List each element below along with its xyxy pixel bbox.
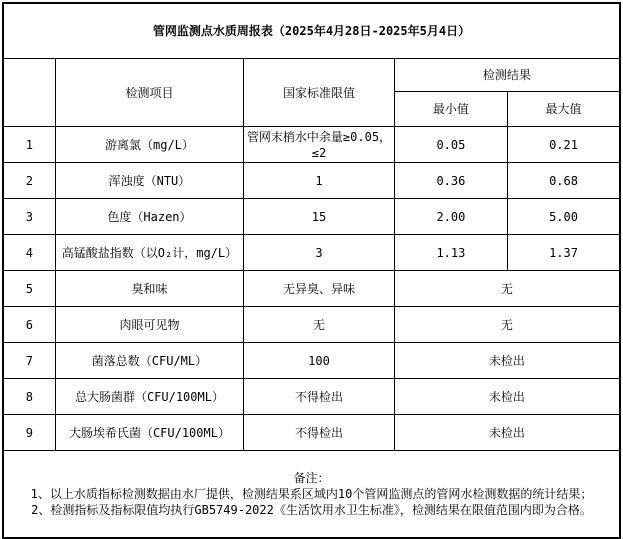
table-row	[3, 271, 620, 307]
header-row-1	[3, 59, 620, 92]
header-item-cell: 检测项目	[55, 59, 244, 127]
table-row	[3, 343, 620, 379]
max-value-cell: 1.37	[508, 235, 620, 271]
result-cell: 未检出	[394, 415, 620, 451]
standard-cell: 100	[244, 343, 394, 379]
note-line-2: 2、检测指标及指标限值均执行GB5749-2022《生活饮用水卫生标准》，检测结果在限值范围内即为合格。	[31, 503, 592, 517]
item-cell: 肉眼可见物	[55, 307, 244, 343]
row-number-cell: 3	[3, 199, 55, 235]
item-cell: 菌落总数（CFU/ML）	[55, 343, 244, 379]
header-index-cell	[3, 59, 55, 127]
result-cell: 未检出	[394, 343, 620, 379]
table-row	[3, 235, 620, 271]
table-row	[3, 199, 620, 235]
min-value-cell: 0.05	[394, 127, 507, 163]
header-max-cell: 最大值	[508, 92, 620, 127]
item-cell: 总大肠菌群（CFU/100ML）	[55, 379, 244, 415]
item-cell: 高锰酸盐指数（以O₂计，mg/L）	[55, 235, 244, 271]
min-value-cell: 2.00	[394, 199, 507, 235]
item-cell: 臭和味	[55, 271, 244, 307]
row-number-cell: 2	[3, 163, 55, 199]
standard-cell: 管网末梢水中余量≥0.05，≤2	[244, 127, 394, 163]
weekly-water-quality-report	[2, 2, 621, 539]
title-row	[3, 3, 620, 59]
item-cell: 大肠埃希氏菌（CFU/100ML）	[55, 415, 244, 451]
item-cell: 游离氯（mg/L）	[55, 127, 244, 163]
notes	[3, 451, 620, 539]
item-cell: 浑浊度（NTU）	[55, 163, 244, 199]
table-row	[3, 127, 620, 163]
water-quality-table	[2, 2, 621, 539]
standard-cell: 不得检出	[244, 379, 394, 415]
standard-cell: 无异臭、异味	[244, 271, 394, 307]
note-line-1: 1、以上水质指标检测数据由水厂提供，检测结果系区域内10个管网监测点的管网水检测数据的统计结果；	[30, 487, 593, 501]
notes-label: 备注：	[293, 471, 330, 485]
table-row	[3, 415, 620, 451]
header-result-group-cell: 检测结果	[394, 59, 620, 92]
row-number-cell: 5	[3, 271, 55, 307]
table-row	[3, 307, 620, 343]
row-number-cell: 9	[3, 415, 55, 451]
header-standard-cell: 国家标准限值	[244, 59, 394, 127]
standard-cell: 15	[244, 199, 394, 235]
report-title: 管网监测点水质周报表（2025年4月28日-2025年5月4日）	[3, 3, 620, 59]
row-number-cell: 4	[3, 235, 55, 271]
standard-cell: 不得检出	[244, 415, 394, 451]
result-cell: 未检出	[394, 379, 620, 415]
max-value-cell: 0.68	[508, 163, 620, 199]
header-min-cell: 最小值	[394, 92, 507, 127]
table-row	[3, 163, 620, 199]
table-row	[3, 379, 620, 415]
item-cell: 色度（Hazen）	[55, 199, 244, 235]
row-number-cell: 7	[3, 343, 55, 379]
max-value-cell: 5.00	[508, 199, 620, 235]
notes-row	[3, 451, 620, 539]
max-value-cell: 0.21	[508, 127, 620, 163]
result-cell: 无	[394, 271, 620, 307]
row-number-cell: 6	[3, 307, 55, 343]
row-number-cell: 1	[3, 127, 55, 163]
row-number-cell: 8	[3, 379, 55, 415]
result-cell: 无	[394, 307, 620, 343]
standard-cell: 1	[244, 163, 394, 199]
standard-cell: 无	[244, 307, 394, 343]
min-value-cell: 0.36	[394, 163, 507, 199]
standard-cell: 3	[244, 235, 394, 271]
min-value-cell: 1.13	[394, 235, 507, 271]
